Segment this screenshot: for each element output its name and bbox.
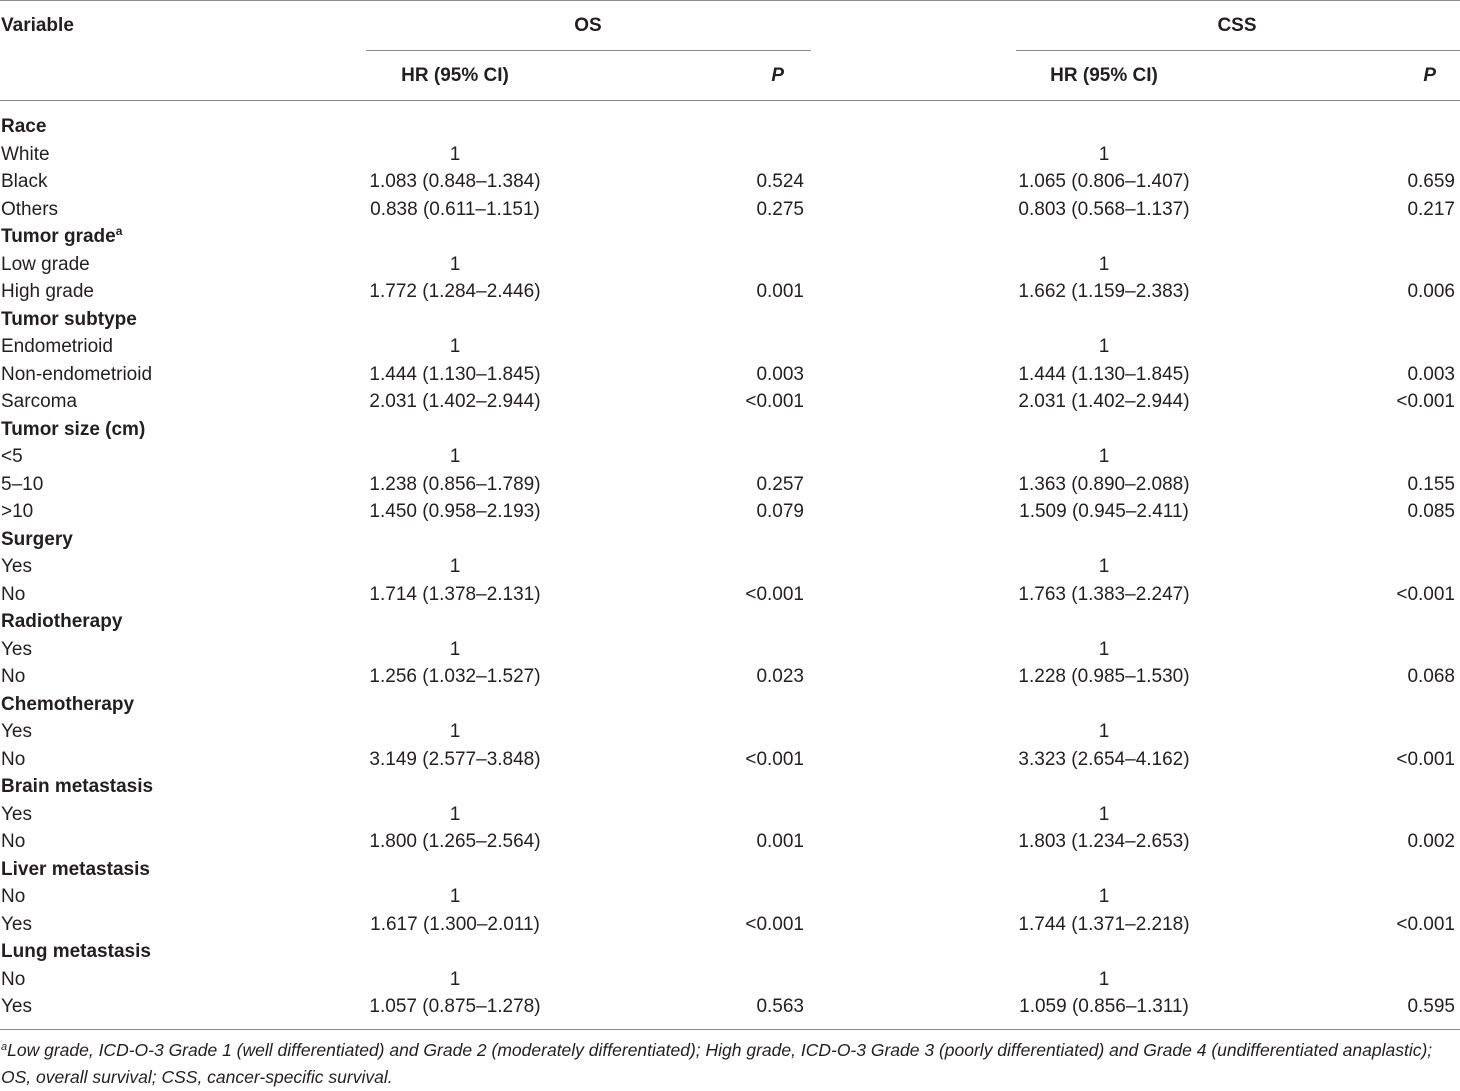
variable-label [1, 168, 47, 196]
section-header-row [0, 526, 1460, 554]
variable-label [1, 278, 94, 306]
table-row [0, 966, 1460, 994]
variable-label [1, 553, 32, 581]
label-text: Low grade [1, 253, 90, 275]
label-text: Endometrioid [1, 336, 113, 357]
variable-label [1, 828, 25, 856]
label-text: Yes [1, 803, 32, 825]
os-hr-cell: 1 [449, 803, 461, 825]
css-p-cell: 0.006 [1407, 281, 1455, 302]
header-variable: Variable [1, 15, 74, 36]
footnote-line-1 [1, 1037, 1459, 1064]
section-label [1, 856, 150, 884]
table-top-rule [0, 0, 1460, 1]
css-hr-cell: 1.744 (1.371–2.218) [1018, 913, 1190, 935]
os-p-cell: 0.001 [756, 281, 804, 302]
section-label [1, 691, 134, 719]
variable-label [1, 581, 25, 609]
variable-label [1, 718, 32, 746]
header-css: CSS [1217, 15, 1257, 36]
css-hr-cell: 1 [1098, 253, 1110, 275]
css-hr-cell: 1 [1098, 638, 1110, 660]
os-hr-cell: 1.238 (0.856–1.789) [369, 473, 541, 495]
variable-label [1, 746, 25, 774]
os-hr-cell: 1.617 (1.300–2.011) [370, 913, 540, 935]
os-p-cell: 0.003 [756, 363, 804, 385]
css-group-rule [1016, 50, 1460, 51]
label-text: Radiotherapy [1, 611, 123, 632]
table-row [0, 663, 1460, 691]
table-row [0, 828, 1460, 856]
os-hr-cell: 3.149 (2.577–3.848) [369, 748, 541, 770]
css-hr-cell: 1.444 (1.130–1.845) [1018, 363, 1190, 385]
footnote-text-1: Low grade, ICD-O-3 Grade 1 (well differentiated) and Grade 2 (moderately differentiated); High grade, ICD-O-3 Grade 3 (poorly differentiated) and Grade 4 (undifferentiated anaplastic); [7, 1040, 1433, 1060]
table-row [0, 718, 1460, 746]
os-group-rule [366, 50, 811, 51]
header-os: OS [574, 15, 602, 36]
css-hr-cell: 1.662 (1.159–2.383) [1018, 281, 1190, 302]
os-hr-cell: 1.083 (0.848–1.384) [369, 171, 541, 192]
os-p-cell: <0.001 [745, 913, 804, 935]
label-text: No [1, 968, 26, 990]
css-p-cell: <0.001 [1396, 391, 1455, 412]
label-text: No [1, 831, 26, 852]
label-text: No [1, 886, 26, 907]
section-label [1, 223, 122, 251]
label-text: Yes [1, 996, 32, 1017]
variable-label [1, 993, 32, 1021]
label-text: Surgery [1, 528, 73, 550]
table-row [0, 361, 1460, 389]
table-row [0, 251, 1460, 279]
css-hr-cell: 0.803 (0.568–1.137) [1018, 198, 1190, 220]
os-p-cell: 0.524 [756, 171, 804, 192]
label-text: Brain metastasis [1, 776, 154, 797]
os-p-cell: 0.563 [756, 996, 804, 1017]
table-row [0, 168, 1460, 196]
css-p-cell: <0.001 [1396, 913, 1455, 935]
os-hr-cell: 1 [449, 556, 461, 577]
label-text: Sarcoma [1, 391, 78, 412]
table-row [0, 553, 1460, 581]
table-row [0, 278, 1460, 306]
os-p-cell: 0.001 [756, 831, 804, 852]
variable-label [1, 801, 32, 829]
table-row [0, 636, 1460, 664]
css-p-cell: 0.085 [1407, 501, 1455, 522]
css-hr-cell: 1.065 (0.806–1.407) [1018, 171, 1190, 192]
section-header-row [0, 223, 1460, 251]
variable-label [1, 966, 25, 994]
css-hr-cell: 1 [1098, 556, 1110, 577]
variable-label [1, 498, 33, 526]
css-hr-cell: 1.509 (0.945–2.411) [1019, 501, 1189, 522]
table-row [0, 141, 1460, 169]
label-text: Yes [1, 913, 32, 935]
label-text: Yes [1, 556, 32, 577]
label-text: White [1, 143, 50, 165]
os-p-cell: <0.001 [745, 748, 804, 770]
label-text: No [1, 666, 26, 687]
section-header-row [0, 773, 1460, 801]
css-hr-cell: 1 [1098, 968, 1110, 990]
os-hr-cell: 1.444 (1.130–1.845) [369, 363, 541, 385]
header-css-hr: HR (95% CI) [1050, 65, 1158, 86]
table-row [0, 746, 1460, 774]
section-label [1, 526, 73, 554]
label-text: Tumor subtype [1, 308, 137, 330]
variable-label [1, 196, 58, 224]
table-row [0, 911, 1460, 939]
os-hr-cell: 1 [449, 253, 461, 275]
os-hr-cell: 1 [449, 886, 461, 907]
table-row [0, 388, 1460, 416]
label-text: Liver metastasis [1, 858, 150, 880]
css-p-cell: <0.001 [1396, 748, 1455, 770]
section-label [1, 113, 46, 141]
css-hr-cell: 1 [1098, 886, 1110, 907]
section-label [1, 608, 122, 636]
os-hr-cell: 1.772 (1.284–2.446) [369, 281, 541, 302]
variable-label [1, 251, 90, 279]
css-hr-cell: 1.763 (1.383–2.247) [1018, 583, 1190, 605]
os-hr-cell: 1.800 (1.265–2.564) [369, 831, 541, 852]
css-p-cell: 0.217 [1407, 198, 1455, 220]
os-hr-cell: 2.031 (1.402–2.944) [369, 391, 541, 412]
table-row [0, 196, 1460, 224]
os-hr-cell: 1.057 (0.875–1.278) [369, 996, 541, 1017]
css-p-cell: 0.068 [1407, 666, 1455, 687]
variable-label [1, 141, 50, 169]
os-hr-cell: 1.450 (0.958–2.193) [369, 501, 541, 522]
variable-label [1, 663, 25, 691]
css-p-cell: 0.595 [1407, 996, 1455, 1017]
os-hr-cell: 1.256 (1.032–1.527) [369, 666, 541, 687]
section-header-row [0, 113, 1460, 141]
os-hr-cell: 0.838 (0.611–1.151) [370, 198, 540, 220]
variable-label [1, 636, 32, 664]
os-hr-cell: 1 [449, 446, 461, 467]
table-row [0, 333, 1460, 361]
section-label [1, 306, 137, 334]
table-row [0, 883, 1460, 911]
label-text: Others [1, 198, 59, 220]
os-hr-cell: 1 [449, 336, 461, 357]
label-text: Black [1, 171, 48, 192]
label-text: No [1, 583, 26, 605]
variable-label [1, 361, 152, 389]
table-row [0, 993, 1460, 1021]
css-hr-cell: 1.059 (0.856–1.311) [1019, 996, 1189, 1017]
footnote-ref: a [115, 224, 123, 238]
os-p-cell: <0.001 [745, 583, 804, 605]
section-header-row [0, 608, 1460, 636]
header-os-p: P [771, 65, 784, 86]
label-text: Tumor grade [1, 226, 116, 247]
label-text: >10 [1, 501, 34, 522]
css-hr-cell: 2.031 (1.402–2.944) [1018, 391, 1190, 412]
os-p-cell: <0.001 [745, 391, 804, 412]
header-css-p: P [1423, 65, 1436, 86]
variable-label [1, 388, 77, 416]
label-text: Race [1, 116, 47, 137]
label-text: Chemotherapy [1, 693, 135, 715]
footnote-line-2: OS, overall survival; CSS, cancer-specific survival. [1, 1067, 393, 1087]
css-hr-cell: 1 [1098, 446, 1110, 467]
section-header-row [0, 938, 1460, 966]
css-p-cell: 0.003 [1407, 363, 1455, 385]
label-text: High grade [1, 281, 94, 302]
table-row [0, 801, 1460, 829]
section-label [1, 773, 153, 801]
variable-label [1, 911, 32, 939]
os-hr-cell: 1 [449, 638, 461, 660]
label-text: Lung metastasis [1, 941, 151, 962]
section-header-row [0, 306, 1460, 334]
os-p-cell: 0.023 [756, 666, 804, 687]
css-p-cell: 0.659 [1407, 171, 1455, 192]
section-header-row [0, 416, 1460, 444]
css-hr-cell: 1 [1098, 803, 1110, 825]
table-row [0, 471, 1460, 499]
variable-label [1, 471, 43, 499]
variable-label [1, 333, 113, 361]
os-p-cell: 0.275 [756, 198, 804, 220]
css-hr-cell: 1 [1098, 336, 1110, 357]
table-row [0, 498, 1460, 526]
css-p-cell: <0.001 [1396, 583, 1455, 605]
label-text: Non-endometrioid [1, 363, 153, 385]
css-hr-cell: 1.803 (1.234–2.653) [1018, 831, 1190, 852]
label-text: Yes [1, 638, 32, 660]
css-p-cell: 0.002 [1407, 831, 1455, 852]
os-hr-cell: 1 [449, 721, 461, 742]
os-hr-cell: 1 [449, 968, 461, 990]
css-hr-cell: 1.363 (0.890–2.088) [1018, 473, 1190, 495]
footnote-marker: a [1, 1041, 8, 1053]
variable-label [1, 883, 25, 911]
label-text: Tumor size (cm) [1, 418, 146, 440]
os-p-cell: 0.257 [756, 473, 804, 495]
footnote [1, 1037, 1459, 1091]
table-bottom-rule [0, 1029, 1460, 1030]
section-header-row [0, 856, 1460, 884]
table-row [0, 581, 1460, 609]
label-text: 5–10 [1, 473, 44, 495]
os-p-cell: 0.079 [756, 501, 804, 522]
css-hr-cell: 1.228 (0.985–1.530) [1018, 666, 1190, 687]
css-hr-cell: 3.323 (2.654–4.162) [1018, 748, 1190, 770]
css-hr-cell: 1 [1098, 143, 1110, 165]
label-text: <5 [1, 446, 23, 467]
os-hr-cell: 1 [449, 143, 461, 165]
section-label [1, 416, 145, 444]
label-text: Yes [1, 721, 32, 742]
css-p-cell: 0.155 [1407, 473, 1455, 495]
header-bottom-rule [0, 100, 1460, 101]
section-label [1, 938, 151, 966]
css-hr-cell: 1 [1098, 721, 1110, 742]
section-header-row [0, 691, 1460, 719]
header-os-hr: HR (95% CI) [401, 65, 509, 86]
os-hr-cell: 1.714 (1.378–2.131) [369, 583, 541, 605]
table-row [0, 443, 1460, 471]
label-text: No [1, 748, 26, 770]
variable-label [1, 443, 23, 471]
table-body [0, 113, 1460, 1021]
